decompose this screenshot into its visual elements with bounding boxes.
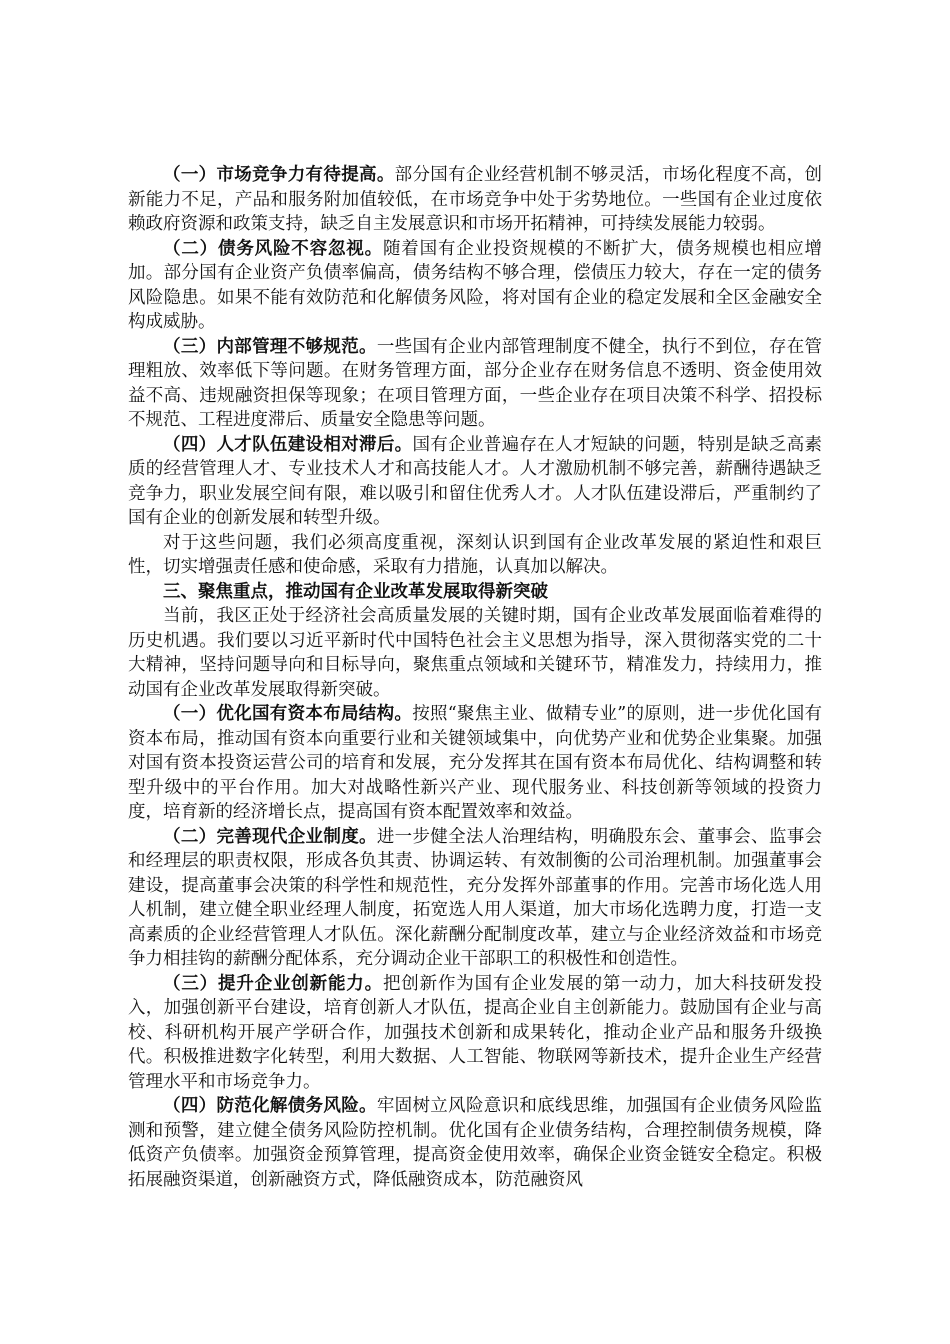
paragraph-summary bbox=[128, 531, 822, 580]
paragraph-text: 随着国有企业投资规模的不断扩大，债务规模也相应增加。部分国有企业资产负债率偏高，债务结构不够合理，偿债压力较大，存在一定的债务风险隐患。如果不能有效防范和化解债务风险，将对国有企业的稳定发展和全区金融安全构成威胁。 bbox=[128, 238, 823, 332]
paragraph-text: 牢固树立风险意识和底线思维，加强国有企业债务风险监测和预警，建立健全债务风险防控机制。优化国有企业债务结构，合理控制债务规模，降低资产负债率。加强资金预算管理，提高资金使用效率，确保企业资金链安全稳定。积极拓展融资渠道，创新融资方式，降低融资成本，防范融资风 bbox=[128, 1096, 823, 1190]
paragraph-heading: （四）防范化解债务风险。 bbox=[163, 1096, 377, 1116]
paragraph-text: 按照“聚焦主业、做精专业”的原则，进一步优化国有资本布局，推动国有资本向重要行业和关键领域集中，向优势产业和优势企业集聚。加强对国有资本投资运营公司的培育和发展，充分发挥其在国有资本布局优化、结构调整和转型升级中的平台作用。加大对战略性新兴产业、现代服务业、科技创新等领域的投资力度，培育新的经济增长点，提高国有资本配置效率和效益。 bbox=[128, 704, 822, 822]
paragraph-intro bbox=[128, 604, 822, 702]
paragraph-enterprise-system bbox=[128, 825, 822, 972]
paragraph-debt-risk bbox=[128, 237, 822, 335]
paragraph-text: 对于这些问题，我们必须高度重视，深刻认识到国有企业改革发展的紧迫性和艰巨性，切实增强责任感和使命感，采取有力措施，认真加以解决。 bbox=[128, 532, 822, 577]
paragraph-heading: （一）优化国有资本布局结构。 bbox=[163, 704, 413, 724]
paragraph-text: 部分国有企业经营机制不够灵活，市场化程度不高，创新能力不足，产品和服务附加值较低，在市场竞争中处于劣势地位。一些国有企业过度依赖政府资源和政策支持，缺乏自主发展意识和市场开拓精神，可持续发展能力较弱。 bbox=[128, 165, 823, 234]
paragraph-innovation bbox=[128, 972, 822, 1095]
paragraph-capital-layout bbox=[128, 702, 822, 825]
paragraph-heading: （二）债务风险不容忽视。 bbox=[163, 238, 383, 259]
paragraph-market-competitiveness bbox=[128, 163, 822, 237]
paragraph-text: 一些国有企业内部管理制度不健全，执行不到位，存在管理粗放、效率低下等问题。在财务管理方面，部分企业存在财务信息不透明、资金使用效益不高、违规融资担保等现象；在项目管理方面，一些企业存在项目决策不科学、招投标不规范、工程进度滞后、质量安全隐患等问题。 bbox=[128, 336, 823, 430]
section-heading: 三、聚焦重点，推动国有企业改革发展取得新突破 bbox=[163, 581, 548, 602]
paragraph-heading: （三）内部管理不够规范。 bbox=[163, 336, 377, 357]
paragraph-internal-management bbox=[128, 335, 822, 433]
paragraph-text: 进一步健全法人治理结构，明确股东会、董事会、监事会和经理层的职责权限，形成各负其责、协调运转、有效制衡的公司治理机制。加强董事会建设，提高董事会决策的科学性和规范性，充分发挥外部董事的作用。完善市场化选人用人机制，建立健全职业经理人制度，拓宽选人用人渠道，加大市场化选聘力度，打造一支高素质的企业经营管理人才队伍。深化薪酬分配制度改革，建立与企业经济效益和市场竞争力相挂钩的薪酬分配体系，充分调动企业干部职工的积极性和创造性。 bbox=[128, 826, 823, 969]
paragraph-heading: （四）人才队伍建设相对滞后。 bbox=[163, 434, 413, 455]
paragraph-text: 把创新作为国有企业发展的第一动力，加大科技研发投入，加强创新平台建设，培育创新人才队伍，提高企业自主创新能力。鼓励国有企业与高校、科研机构开展产学研合作，加强技术创新和成果转化，推动企业产品和服务升级换代。积极推进数字化转型，利用大数据、人工智能、物联网等新技术，提升企业生产经营管理水平和市场竞争力。 bbox=[128, 973, 823, 1092]
paragraph-heading: （一）市场竞争力有待提高。 bbox=[163, 165, 395, 185]
paragraph-heading: （二）完善现代企业制度。 bbox=[163, 826, 377, 847]
paragraph-text: 当前，我区正处于经济社会高质量发展的关键时期，国有企业改革发展面临着难得的历史机遇。我们要以习近平新时代中国特色社会主义思想为指导，深入贯彻落实党的二十大精神，坚持问题导向和目标导向，聚焦重点领域和关键环节，精准发力，持续用力，推动国有企业改革发展取得新突破。 bbox=[128, 606, 822, 700]
paragraph-talent bbox=[128, 433, 822, 531]
paragraph-debt-prevention bbox=[128, 1094, 822, 1192]
document-body bbox=[128, 163, 822, 1192]
paragraph-text: 国有企业普遍存在人才短缺的问题，特别是缺乏高素质的经营管理人才、专业技术人才和高技能人才。人才激励机制不够完善，薪酬待遇缺乏竞争力，职业发展空间有限，难以吸引和留住优秀人才。人才队伍建设滞后，严重制约了国有企业的创新发展和转型升级。 bbox=[128, 434, 823, 528]
paragraph-heading: （三）提升企业创新能力。 bbox=[163, 973, 383, 994]
